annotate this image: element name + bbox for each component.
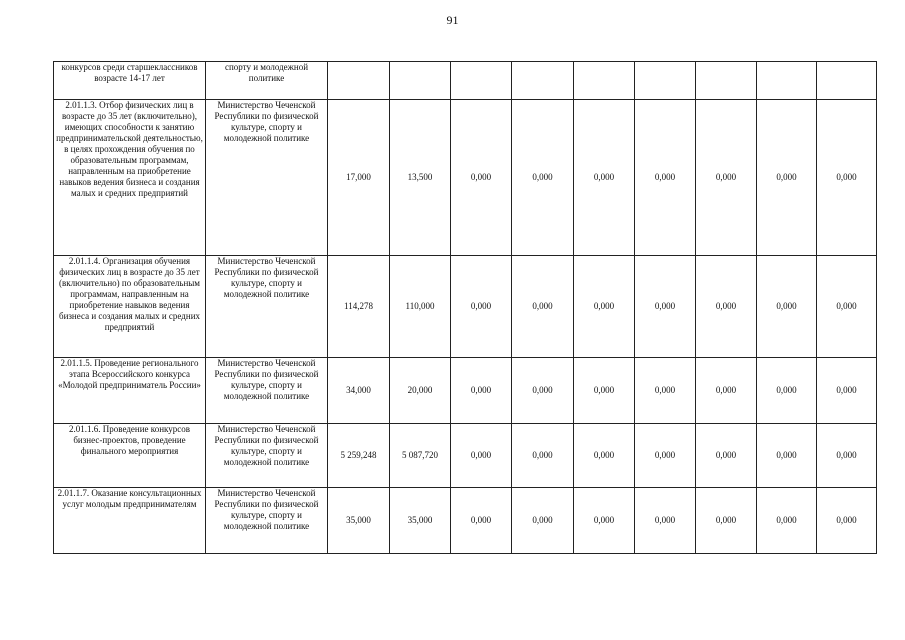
amount-cell: 110,000 — [390, 256, 451, 358]
amount-cell: 0,000 — [635, 100, 696, 256]
amount-cell: 0,000 — [757, 358, 817, 424]
amount-cell: 0,000 — [574, 424, 635, 488]
amount-cell — [817, 62, 877, 100]
amount-cell: 0,000 — [817, 358, 877, 424]
amount-cell: 0,000 — [512, 358, 574, 424]
amount-cell: 0,000 — [635, 488, 696, 554]
amount-cell: 5 259,248 — [328, 424, 390, 488]
amount-cell: 0,000 — [635, 424, 696, 488]
amount-cell: 0,000 — [451, 358, 512, 424]
amount-cell: 0,000 — [696, 100, 757, 256]
executor-cell: Министерство Чеченской Республики по физической культуре, спорту и молодежной политике — [206, 100, 328, 256]
amount-cell: 0,000 — [512, 488, 574, 554]
amount-cell: 0,000 — [512, 100, 574, 256]
amount-cell: 0,000 — [817, 100, 877, 256]
table-body — [54, 62, 877, 554]
table-row — [54, 100, 877, 256]
amount-cell: 0,000 — [635, 358, 696, 424]
table-row — [54, 62, 877, 100]
amount-cell: 0,000 — [512, 424, 574, 488]
amount-cell — [512, 62, 574, 100]
amount-cell — [635, 62, 696, 100]
measure-name-cell: 2.01.1.6. Проведение конкурсов бизнес-проектов, проведение финального мероприятия — [54, 424, 206, 488]
measure-name-cell: конкурсов среди старшеклассников возрасте 14-17 лет — [54, 62, 206, 100]
executor-cell: Министерство Чеченской Республики по физической культуре, спорту и молодежной политике — [206, 488, 328, 554]
amount-cell: 0,000 — [757, 424, 817, 488]
amount-cell: 5 087,720 — [390, 424, 451, 488]
executor-cell: Министерство Чеченской Республики по физической культуре, спорту и молодежной политике — [206, 256, 328, 358]
page-number: 91 — [446, 13, 459, 27]
amount-cell: 0,000 — [696, 424, 757, 488]
amount-cell: 0,000 — [817, 424, 877, 488]
amount-cell: 20,000 — [390, 358, 451, 424]
amount-cell: 0,000 — [757, 100, 817, 256]
table-row — [54, 424, 877, 488]
amount-cell: 35,000 — [328, 488, 390, 554]
amount-cell: 114,278 — [328, 256, 390, 358]
amount-cell — [328, 62, 390, 100]
amount-cell — [451, 62, 512, 100]
amount-cell — [696, 62, 757, 100]
amount-cell: 0,000 — [451, 100, 512, 256]
amount-cell: 0,000 — [635, 256, 696, 358]
amount-cell: 0,000 — [817, 256, 877, 358]
measure-name-cell: 2.01.1.4. Организация обучения физических лиц в возрасте до 35 лет (включительно) по образовательным программам, направленным на приобретение навыков ведения бизнеса и создания малых и средних предприятий — [54, 256, 206, 358]
amount-cell: 0,000 — [574, 100, 635, 256]
executor-cell: Министерство Чеченской Республики по физической культуре, спорту и молодежной политике — [206, 358, 328, 424]
amount-cell — [390, 62, 451, 100]
amount-cell: 13,500 — [390, 100, 451, 256]
amount-cell: 0,000 — [512, 256, 574, 358]
amount-cell: 0,000 — [696, 488, 757, 554]
amount-cell: 17,000 — [328, 100, 390, 256]
amount-cell: 0,000 — [817, 488, 877, 554]
amount-cell — [757, 62, 817, 100]
measure-name-cell: 2.01.1.3. Отбор физических лиц в возрасте до 35 лет (включительно), имеющих способности к занятию предпринимательской деятельностью, в целях прохождения обучения по образовательным программам, направленным на приобретение навыков ведения бизнеса и создания малых и средних предприятий — [54, 100, 206, 256]
amount-cell: 0,000 — [574, 358, 635, 424]
amount-cell: 34,000 — [328, 358, 390, 424]
measure-name-cell: 2.01.1.5. Проведение регионального этапа Всероссийского конкурса «Молодой предприниматель России» — [54, 358, 206, 424]
amount-cell: 35,000 — [390, 488, 451, 554]
executor-cell: Министерство Чеченской Республики по физической культуре, спорту и молодежной политике — [206, 424, 328, 488]
amount-cell: 0,000 — [696, 358, 757, 424]
budget-table — [53, 61, 877, 554]
executor-cell: спорту и молодежной политике — [206, 62, 328, 100]
amount-cell — [574, 62, 635, 100]
amount-cell: 0,000 — [451, 488, 512, 554]
amount-cell: 0,000 — [757, 256, 817, 358]
table-row — [54, 488, 877, 554]
amount-cell: 0,000 — [757, 488, 817, 554]
amount-cell: 0,000 — [696, 256, 757, 358]
amount-cell: 0,000 — [451, 424, 512, 488]
table-row — [54, 256, 877, 358]
table-row — [54, 358, 877, 424]
measure-name-cell: 2.01.1.7. Оказание консультационных услуг молодым предпринимателям — [54, 488, 206, 554]
amount-cell: 0,000 — [574, 256, 635, 358]
amount-cell: 0,000 — [574, 488, 635, 554]
amount-cell: 0,000 — [451, 256, 512, 358]
